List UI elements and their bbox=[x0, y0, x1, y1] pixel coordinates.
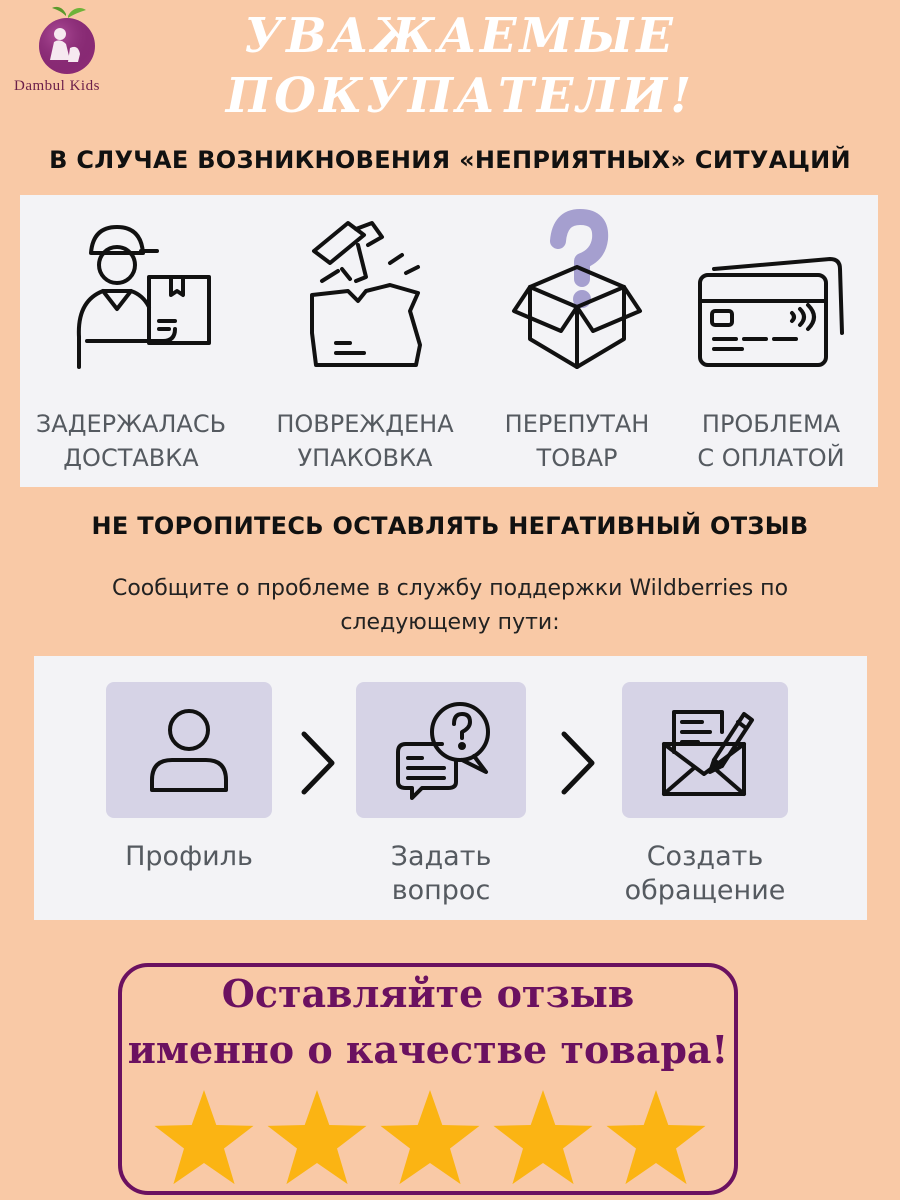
section2-title: НЕ ТОРОПИТЕСЬ ОСТАВЛЯТЬ НЕГАТИВНЫЙ ОТЗЫВ bbox=[91, 512, 809, 540]
issue-item bbox=[488, 195, 666, 487]
title-line-1: УВАЖАЕМЫЕ bbox=[244, 8, 676, 64]
issue-label: ЗАДЕРЖАЛАСЬ ДОСТАВКА bbox=[35, 410, 227, 472]
delivery-person-icon bbox=[65, 217, 215, 377]
rating-stars bbox=[152, 1087, 712, 1192]
step-create-request bbox=[622, 682, 788, 818]
step-label: Задать вопрос bbox=[390, 841, 492, 906]
support-intro: Сообщите о проблеме в службу поддержки Wildberries по следующему пути: bbox=[111, 576, 789, 635]
issue-label: ПРОБЛЕМА С ОПЛАТОЙ bbox=[697, 410, 845, 472]
plum-logo-icon bbox=[36, 4, 98, 76]
star-icon bbox=[268, 1090, 367, 1184]
section1-title: В СЛУЧАЕ ВОЗНИКНОВЕНИЯ «НЕПРИЯТНЫХ» СИТУАЦИЙ bbox=[49, 146, 851, 174]
chevron-right-icon bbox=[556, 728, 600, 798]
user-icon bbox=[146, 706, 232, 796]
brand-logo bbox=[6, 4, 124, 96]
step-label: Создать обращение bbox=[624, 841, 786, 906]
issue-item bbox=[676, 195, 866, 487]
issues-panel bbox=[20, 195, 878, 487]
credit-card-icon bbox=[696, 253, 848, 371]
review-callout bbox=[118, 963, 738, 1195]
issue-item bbox=[250, 195, 480, 487]
title-line-2: ПОКУПАТЕЛИ! bbox=[225, 68, 695, 124]
star-icon bbox=[381, 1090, 480, 1184]
callout-line-1: Оставляйте отзыв bbox=[221, 971, 635, 1016]
damaged-box-icon bbox=[306, 215, 430, 375]
issue-label: ПОВРЕЖДЕНА УПАКОВКА bbox=[276, 410, 454, 472]
callout-line-2: именно о качестве товара! bbox=[127, 1027, 729, 1072]
envelope-pen-icon bbox=[660, 702, 756, 802]
steps-panel bbox=[34, 656, 867, 920]
step-ask-question bbox=[356, 682, 526, 818]
star-icon bbox=[607, 1090, 706, 1184]
chevron-right-icon bbox=[296, 728, 340, 798]
chat-question-icon bbox=[392, 698, 496, 802]
question-box-icon bbox=[510, 209, 644, 373]
page-title bbox=[150, 6, 770, 126]
star-icon bbox=[494, 1090, 593, 1184]
issue-label: ПЕРЕПУТАН ТОВАР bbox=[504, 410, 650, 472]
star-icon bbox=[155, 1090, 254, 1184]
step-profile bbox=[106, 682, 272, 818]
step-label: Профиль bbox=[125, 841, 253, 872]
issue-item bbox=[20, 195, 242, 487]
brand-name: Dambul Kids bbox=[14, 78, 100, 94]
